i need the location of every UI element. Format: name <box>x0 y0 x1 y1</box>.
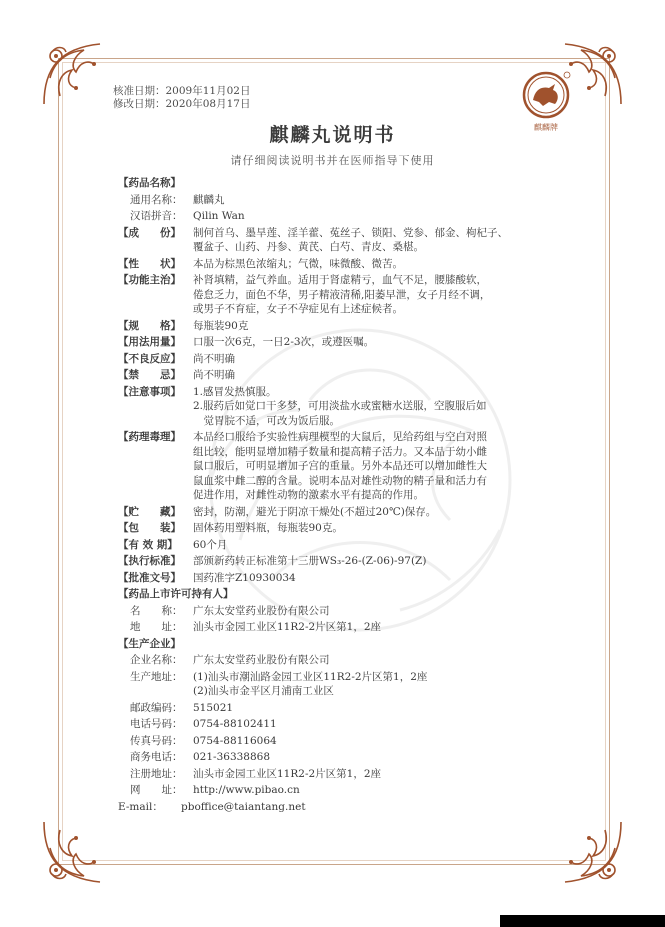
pharmacology-line: 鼠血浆中雌二醇的含量。说明本品对雄性动物的精子量和活力有 <box>193 474 487 487</box>
indications-line: 补肾填精，益气养血。适用于肾虚精亏，血气不足，腰膝酸软， <box>193 274 487 286</box>
storage-row <box>118 505 568 520</box>
mfr-web-label: 网 址： <box>130 784 183 796</box>
pharmacology-row <box>118 430 568 503</box>
mfr-company-label: 企业名称： <box>130 654 183 666</box>
generic-name-row <box>118 193 568 208</box>
mfr-zip-label: 邮政编码： <box>130 701 183 714</box>
adverse-row <box>118 352 568 367</box>
standard-value: 部颁新药转正标准第十三册WS₃-26-(Z-06)-97(Z) <box>193 555 427 567</box>
mfr-fax-row <box>118 734 568 749</box>
contraindications-value: 尚不明确 <box>193 369 235 381</box>
mfr-email-value: pboffice@taiantang.net <box>181 800 306 813</box>
package-label: 【包 装】 <box>118 522 181 534</box>
precautions-label: 【注意事项】 <box>118 385 181 398</box>
ingredients-row <box>118 226 568 255</box>
specification-value: 每瓶装90克 <box>193 319 249 332</box>
mah-addr-label: 地 址： <box>130 621 183 633</box>
validity-row <box>118 538 568 553</box>
standard-label: 【执行标准】 <box>118 555 181 567</box>
mfr-tel-value: 0754-88102411 <box>193 718 277 730</box>
drug-name-section: 【药品名称】 <box>118 177 181 189</box>
generic-name-label: 通用名称： <box>130 193 183 206</box>
mfr-zip-value: 515021 <box>193 701 234 714</box>
generic-name-value: 麒麟丸 <box>193 193 225 206</box>
ingredients-line: 制何首乌、墨旱莲、淫羊藿、菟丝子、锁阳、党参、郁金、枸杞子、 <box>193 226 508 239</box>
pinyin-name-value: Qilin Wan <box>193 210 245 222</box>
mah-name-label: 名 称： <box>130 604 183 617</box>
pharmacology-line: 鼠口服后，可明显增加子宫的重量。另外本品还可以增加雌性大 <box>193 460 487 472</box>
revision-date: 修改日期：2020年08月17日 <box>113 98 251 110</box>
specification-label: 【规 格】 <box>118 319 181 332</box>
logo-text: 麒麟牌 <box>534 123 558 132</box>
indications-row <box>118 273 568 317</box>
approval-no-label: 【批准文号】 <box>118 571 181 584</box>
mfr-site-line: (1)汕头市潮汕路金园工业区11R2-2片区第1，2座 <box>193 670 428 683</box>
mfr-email-row <box>118 800 568 815</box>
corner-ornament-icon <box>40 818 110 888</box>
pharmacology-line: 本品经口服给予实验性病理模型的大鼠后，见给药组与空白对照 <box>193 431 487 443</box>
mah-section: 【药品上市许可持有人】 <box>118 588 234 600</box>
approval-no-value: 国药准字Z10930034 <box>193 571 296 584</box>
standard-row <box>118 554 568 569</box>
storage-value: 密封，防潮，避光于阴凉干燥处(不超过20℃)保存。 <box>193 505 437 518</box>
specification-row <box>118 319 568 334</box>
mfr-company-value: 广东太安堂药业股份有限公司 <box>193 654 330 666</box>
pharmacology-line: 组比较，能明显增加精子数量和提高精子活力。又本品于幼小雌 <box>193 445 487 458</box>
indications-line: 或男子不育症，女子不孕症见有上述症候者。 <box>193 303 403 315</box>
approval-dates <box>113 85 250 111</box>
pinyin-name-label: 汉语拼音： <box>130 210 183 222</box>
ingredients-line: 覆盆子、山药、丹参、黄芪、白芍、青皮、桑椹。 <box>193 241 424 253</box>
mfr-biz-value: 021-36338868 <box>193 751 271 763</box>
mfr-fax-label: 传真号码： <box>130 734 183 747</box>
mfr-site-line: (2)汕头市金平区月浦南工业区 <box>193 685 334 697</box>
mfr-zip-row <box>118 701 568 716</box>
precautions-line: 2.服药后如觉口干多梦，可用淡盐水或蜜糖水送服，空腹服后如 <box>193 400 487 412</box>
usage-row <box>118 335 568 350</box>
usage-label: 【用法用量】 <box>118 336 181 348</box>
leaflet-content <box>118 176 568 816</box>
mah-addr-row <box>118 620 568 635</box>
precautions-line: 觉胃脘不适，可改为饭后服。 <box>193 414 340 427</box>
mfr-email-label: E-mail： <box>118 800 163 813</box>
validity-value: 60个月 <box>193 538 228 551</box>
pinyin-name-row <box>118 209 568 224</box>
contraindications-label: 【禁 忌】 <box>118 369 181 381</box>
indications-line: 倦怠乏力，面色不华，男子精液清稀,阳萎早泄，女子月经不调， <box>193 288 491 301</box>
mfr-web-value: http://www.pibao.cn <box>193 784 300 796</box>
package-value: 固体药用塑料瓶，每瓶装90克。 <box>193 522 343 534</box>
corner-ornament-icon <box>40 38 110 108</box>
mfr-fax-value: 0754-88116064 <box>193 734 277 747</box>
indications-label: 【功能主治】 <box>118 274 181 286</box>
mfr-site-label: 生产地址： <box>130 670 183 683</box>
mah-name-value: 广东太安堂药业股份有限公司 <box>193 604 330 617</box>
usage-value: 口服一次6克，一日2-3次，或遵医嘱。 <box>193 336 375 348</box>
mfr-tel-row <box>118 717 568 732</box>
mfr-tel-label: 电话号码： <box>130 718 183 730</box>
mfr-site-row <box>118 670 568 699</box>
mfr-biz-label: 商务电话： <box>130 751 183 763</box>
properties-row <box>118 257 568 272</box>
scan-edge-bar <box>500 915 665 927</box>
mah-name-row <box>118 604 568 619</box>
page-subtitle: 请仔细阅读说明书并在医师指导下使用 <box>230 154 435 167</box>
adverse-label: 【不良反应】 <box>118 352 181 365</box>
ingredients-label: 【成 份】 <box>118 226 181 239</box>
pharmacology-label: 【药理毒理】 <box>118 431 181 443</box>
properties-label: 【性 状】 <box>118 257 181 270</box>
precautions-row <box>118 385 568 429</box>
mah-addr-value: 汕头市金园工业区11R2-2片区第1，2座 <box>193 621 382 633</box>
mfr-company-row <box>118 653 568 668</box>
properties-value: 本品为棕黑色浓缩丸；气微，味微酸、微苦。 <box>193 257 403 270</box>
corner-ornament-icon <box>555 818 625 888</box>
approval-date: 核准日期：2009年11月02日 <box>113 85 251 97</box>
approval-no-row <box>118 571 568 586</box>
storage-label: 【贮 藏】 <box>118 505 181 518</box>
precautions-line: 1.感冒发热慎服。 <box>193 385 277 398</box>
mfr-reg-row <box>118 767 568 782</box>
mfr-reg-label: 注册地址： <box>130 767 183 780</box>
mfr-web-row <box>118 783 568 798</box>
validity-label: 【有 效 期】 <box>118 538 178 551</box>
package-row <box>118 521 568 536</box>
mfr-reg-value: 汕头市金园工业区11R2-2片区第1，2座 <box>193 767 382 780</box>
mfr-section: 【生产企业】 <box>118 637 181 650</box>
adverse-value: 尚不明确 <box>193 352 235 365</box>
pharmacology-line: 促进作用，对雌性动物的激素水平有提高的作用。 <box>193 489 424 501</box>
page-title: 麒麟丸说明书 <box>269 124 396 146</box>
contraindications-row <box>118 368 568 383</box>
mfr-biz-row <box>118 750 568 765</box>
